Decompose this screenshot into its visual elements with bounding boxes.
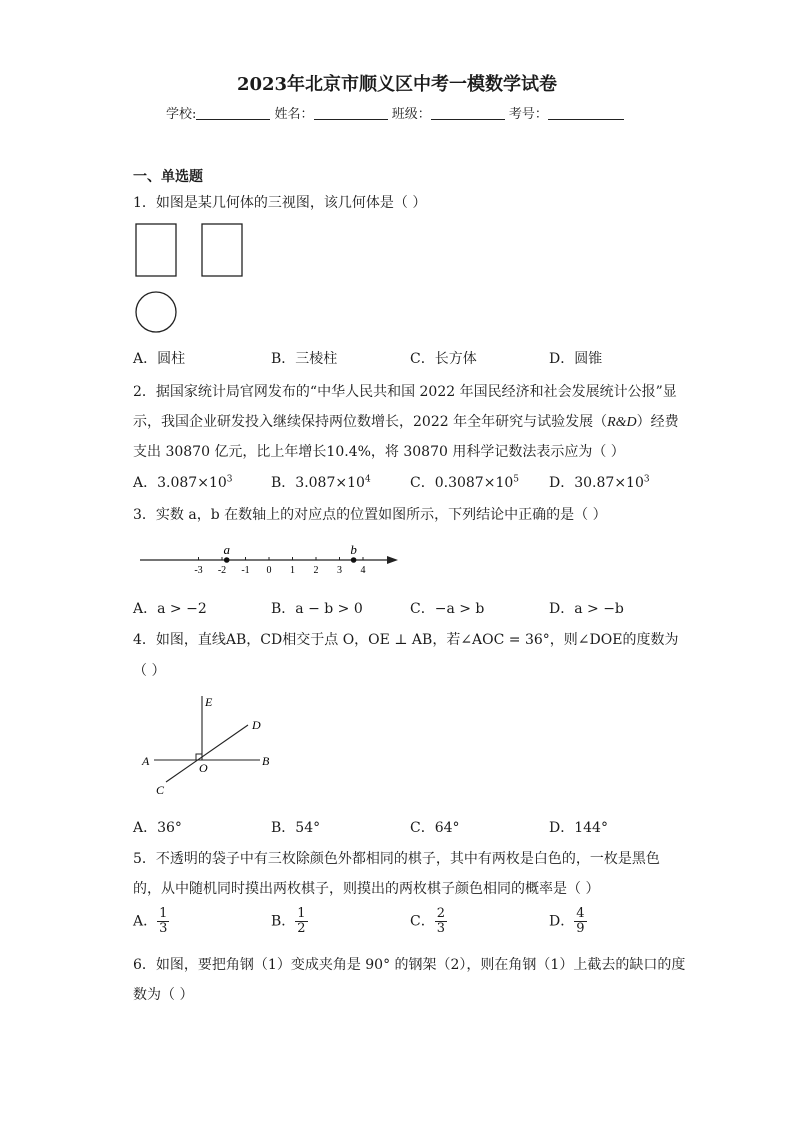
- q2-line3: 支出 30870 亿元，比上年增长10.4%，将 30870 用科学记数法表示应为（ ）: [133, 444, 625, 460]
- name-blank[interactable]: [314, 107, 388, 120]
- q1-three-views-figure: [130, 218, 250, 338]
- q4-line2: （ ）: [133, 663, 166, 679]
- tick-label: 0: [266, 565, 272, 576]
- label-b: B: [262, 754, 270, 768]
- q5-option-b[interactable]: B． $\frac{1}{2}$: [271, 906, 306, 936]
- point-a: [224, 557, 230, 563]
- q5-line2: 的，从中随机同时摸出两枚棋子，则摸出的两枚棋子颜色相同的概率是（ ）: [133, 881, 600, 897]
- exam-no-label: 考号：: [508, 107, 548, 122]
- q2-option-c[interactable]: C．$0.3087\times 10^5$: [410, 474, 519, 491]
- q2-option-b[interactable]: B．$3.087\times 10^4$: [271, 474, 371, 491]
- q4-option-a[interactable]: A．36°: [133, 820, 182, 836]
- q5-option-d[interactable]: D． $\frac{4}{9}$: [549, 906, 585, 936]
- class-label: 班级：: [391, 107, 431, 122]
- front-view-rect: [136, 224, 176, 276]
- q4-option-d[interactable]: D．144°: [549, 820, 608, 836]
- section-title: 一、单选题: [133, 169, 203, 185]
- q6-line2: 数为（ ）: [133, 987, 194, 1003]
- q4-line1: 4．如图，直线AB，CD相交于点 O，OE ⊥ AB，若∠AOC = 36°，则∠DOE的度数为: [133, 632, 679, 648]
- class-blank[interactable]: [431, 107, 505, 120]
- q4-option-b[interactable]: B．54°: [271, 820, 321, 836]
- q6-line1: 6．如图，要把角钢（1）变成夹角是 90° 的钢架（2），则在角钢（1）上截去的缺口的度: [133, 957, 686, 973]
- point-label-b: b: [350, 542, 357, 557]
- page-title: 2023年北京市顺义区中考一模数学试卷: [236, 74, 558, 95]
- name-label: 姓名：: [274, 107, 314, 122]
- q5-option-c[interactable]: C． $\frac{2}{3}$: [410, 906, 445, 936]
- side-view-rect: [202, 224, 242, 276]
- school-label: 学校:: [166, 107, 197, 122]
- tick-label: -1: [241, 565, 250, 576]
- top-view-circle: [136, 292, 176, 332]
- q1-option-d[interactable]: D．圆锥: [549, 351, 603, 367]
- label-o: O: [199, 761, 208, 775]
- tick-label: 2: [313, 565, 319, 576]
- point-label-a: a: [223, 542, 230, 557]
- school-blank[interactable]: [196, 107, 270, 120]
- point-b: [351, 557, 357, 563]
- student-info-line: [166, 103, 624, 122]
- q3-option-a[interactable]: A．a > −2: [133, 601, 207, 617]
- q3-text: 3．实数 a，b 在数轴上的对应点的位置如图所示，下列结论中正确的是（ ）: [133, 507, 607, 523]
- q2-option-a[interactable]: A．$3.087\times 10^3$: [133, 474, 233, 491]
- q4-option-c[interactable]: C．64°: [410, 820, 460, 836]
- q3-option-d[interactable]: D．a > −b: [549, 601, 624, 617]
- rd-term: R&D: [607, 415, 637, 430]
- q3-number-line-figure: [136, 538, 406, 580]
- q2-option-d[interactable]: D．$30.87\times 10^3$: [549, 474, 650, 491]
- q5-option-a[interactable]: A． $\frac{1}{3}$: [133, 906, 168, 936]
- q3-option-b[interactable]: B．a − b > 0: [271, 601, 363, 617]
- tick-label: -3: [194, 565, 203, 576]
- label-e: E: [205, 695, 213, 709]
- tick-label: -2: [217, 565, 227, 576]
- q4-intersecting-lines-figure: [136, 690, 286, 805]
- tick-label: 3: [337, 565, 342, 576]
- tick-label: 4: [360, 565, 366, 576]
- tick-label: 1: [290, 565, 295, 576]
- label-d: D: [252, 718, 261, 732]
- label-c: C: [156, 783, 165, 797]
- exam-no-blank[interactable]: [548, 107, 624, 120]
- q1-option-c[interactable]: C．长方体: [410, 351, 477, 367]
- q1-option-b[interactable]: B．三棱柱: [271, 351, 338, 367]
- q3-option-c[interactable]: C．−a > b: [410, 601, 485, 617]
- q1-option-a[interactable]: A．圆柱: [133, 351, 186, 367]
- q2-line1: 2．据国家统计局官网发布的“中华人民共和国 2022 年国民经济和社会发展统计公报”显: [133, 384, 677, 400]
- label-a: A: [142, 754, 150, 768]
- axis-arrow-icon: [387, 556, 398, 564]
- q2-line2: 示，我国企业研发投入继续保持两位数增长，2022 年全年研究与试验发展（R&D）经费: [133, 414, 679, 430]
- q5-line1: 5．不透明的袋子中有三枚除颜色外都相同的棋子，其中有两枚是白色的，一枚是黑色: [133, 851, 660, 867]
- q1-text: 1．如图是某几何体的三视图，该几何体是（ ）: [133, 195, 427, 211]
